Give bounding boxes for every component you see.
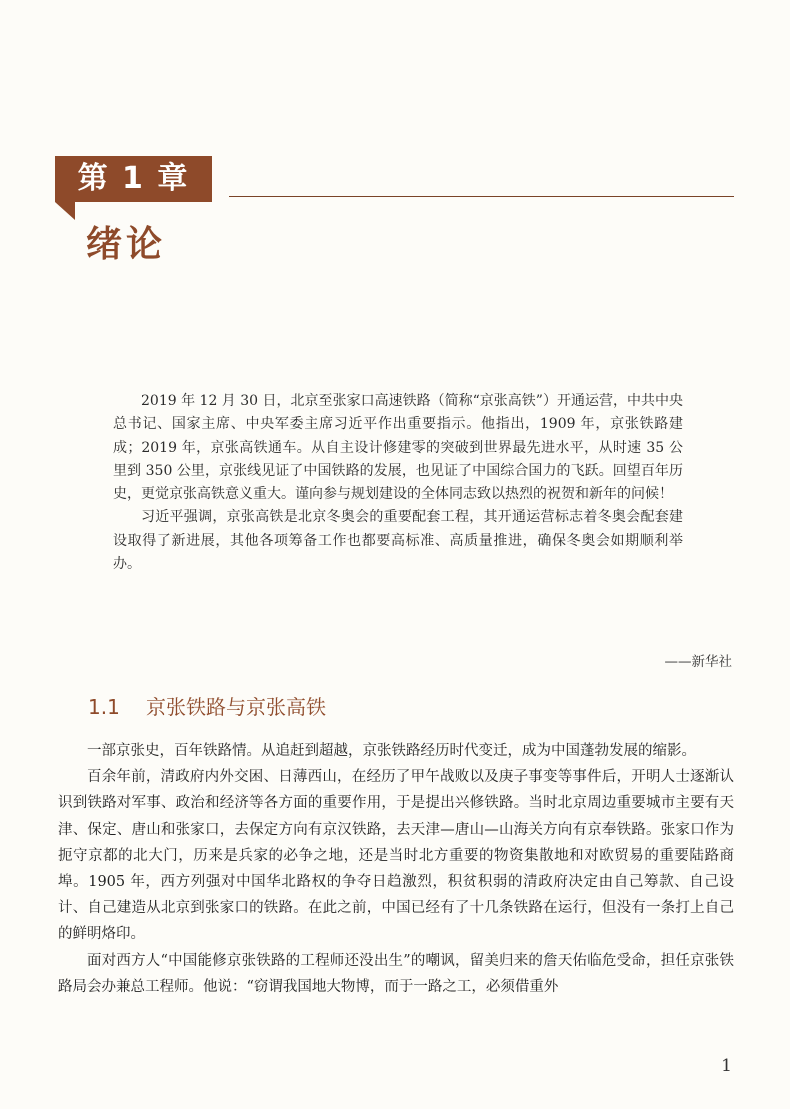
intro-paragraph: 习近平强调，京张高铁是北京冬奥会的重要配套工程，其开通运营标志着冬奥会配套建设取得了新进展，其他各项筹备工作也都要高标准、高质量推进，确保冬奥会如期顺利举办。 bbox=[113, 509, 683, 573]
chapter-title: 绪论 bbox=[86, 224, 167, 265]
page-number: 1 bbox=[721, 1056, 732, 1076]
body-text bbox=[58, 738, 734, 1000]
chapter-intro-quote bbox=[113, 390, 683, 576]
body-paragraph: 一部京张史，百年铁路情。从追赶到超越，京张铁路经历时代变迁，成为中国蓬勃发展的缩影。 bbox=[87, 743, 696, 759]
quote-source: ——新华社 bbox=[664, 654, 732, 670]
intro-paragraph: 2019 年 12 月 30 日，北京至张家口高速铁路（简称“京张高铁”）开通运营，中共中央总书记、国家主席、中央军委主席习近平作出重要指示。他指出，1909 年，京张铁路建成；2019 年，京张高铁通车。从自主设计修建零的突破到世界最先进水平，从时速 35 公里到 350 公里，京张线见证了中国铁路的发展，也见证了中国综合国力的飞跃。回望百年历史，更觉京张高铁意义重大。谨向参与规划建设的全体同志致以热烈的祝贺和新年的问候！ bbox=[113, 393, 683, 503]
chapter-badge: 第 1 章 bbox=[55, 156, 212, 202]
section-number: 1.1 bbox=[88, 695, 120, 719]
chapter-badge-tail bbox=[55, 202, 75, 220]
body-paragraph: 面对西方人“中国能修京张铁路的工程师还没出生”的嘲讽，留美归来的詹天佑临危受命，担任京张铁路局会办兼总工程师。他说：“窃谓我国地大物博，而于一路之工，必须借重外 bbox=[58, 952, 734, 995]
section-title: 京张铁路与京张高铁 bbox=[146, 695, 326, 719]
section-heading bbox=[88, 691, 326, 720]
chapter-rule bbox=[229, 196, 734, 197]
body-paragraph: 百余年前，清政府内外交困、日薄西山，在经历了甲午战败以及庚子事变等事件后，开明人士逐渐认识到铁路对军事、政治和经济等各方面的重要作用，于是提出兴修铁路。当时北京周边重要城市主要有天津、保定、唐山和张家口，去保定方向有京汉铁路，去天津—唐山—山海关方向有京奉铁路。张家口作为扼守京都的北大门，历来是兵家的必争之地，还是当时北方重要的物资集散地和对欧贸易的重要陆路商埠。1905 年，西方列强对中国华北路权的争夺日趋激烈，积贫积弱的清政府决定由自己筹款、自己设计、自己建造从北京到张家口的铁路。在此之前，中国已经有了十几条铁路在运行，但没有一条打上自己的鲜明烙印。 bbox=[58, 769, 734, 943]
